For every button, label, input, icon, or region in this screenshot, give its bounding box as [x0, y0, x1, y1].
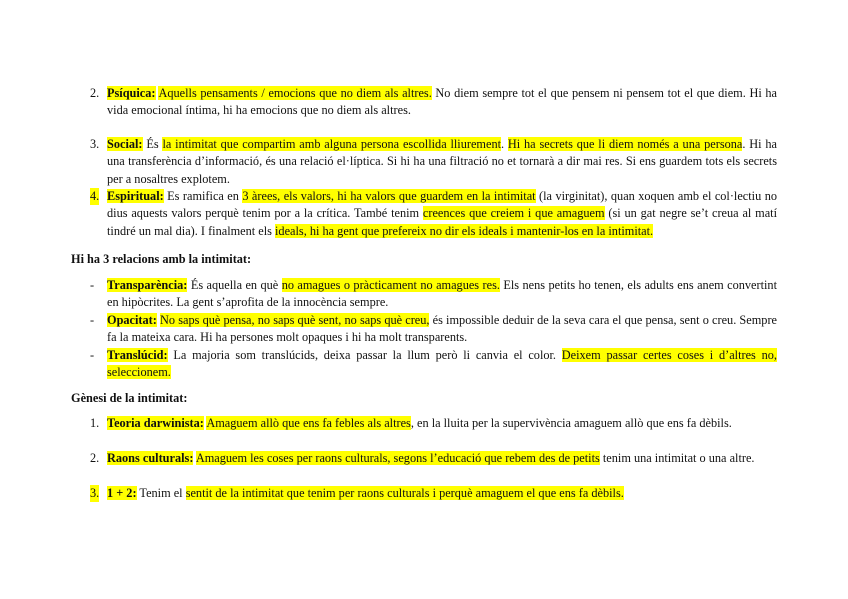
list-item [0, 347, 777, 382]
list-bullet: - [90, 348, 95, 362]
body-text: Tenim el [136, 486, 186, 500]
body-text: . [501, 137, 508, 151]
body-text: La majoria som translúcids, deixa passar la llum però li canvia el color. [167, 348, 562, 362]
highlighted-text: Hi ha secrets que li diem només a una persona [507, 137, 743, 151]
list-item [0, 188, 777, 258]
list-item [0, 312, 777, 347]
item-term: Social: [107, 137, 143, 151]
highlighted-text: no amagues o pràcticament no amagues res. [281, 278, 500, 292]
item-term: Espiritual: [107, 189, 164, 203]
list-number: 2. [90, 451, 100, 465]
body-text: és impossible deduir de la seva cara el que pensa, sent o creu. Sempre fa la mateixa cara. Hi ha persones molt opaques i hi ha molt transparents. [107, 313, 777, 345]
body-text: Els nens petits ho tenen, els adults ens anem convertint en hipòcrites. La gent s’aprofita de la innocència sempre. [107, 278, 777, 310]
list-number: 3. [90, 137, 100, 151]
list-aspects [0, 85, 848, 258]
body-text: tenim una intimitat o una altre. [599, 451, 755, 465]
body-text: Es ramifica en [163, 189, 243, 203]
body-text: (la virginitat), quan xoquen amb el col·lectiu no dius aquests valors perquè tenim por a la crítica. També tenim [107, 189, 777, 221]
list-bullet: - [90, 313, 95, 327]
item-term: Opacitat: [107, 313, 157, 327]
section-heading: Gènesi de la intimitat: [71, 391, 188, 405]
highlighted-text: Aquells pensaments / emocions que no diem als altres. [158, 86, 432, 100]
highlighted-text: Amaguem allò que ens fa febles als altres [206, 416, 411, 430]
body-text: No diem sempre tot el que pensem ni pensem tot el que diem. Hi ha vida emocional íntima, hi ha emocions que no diem als altres. [107, 86, 777, 118]
body-text: És aquella en què [187, 278, 282, 292]
item-term: Transparència: [107, 278, 188, 292]
body-text: És [142, 137, 163, 151]
list-number: 3. [90, 485, 99, 502]
item-term: Raons culturals: [107, 451, 194, 465]
list-item [0, 485, 777, 503]
section-heading: Hi ha 3 relacions amb la intimitat: [71, 252, 252, 266]
highlighted-text: la intimitat que compartim amb alguna persona escollida lliurement [162, 137, 502, 151]
item-term: Translúcid: [107, 348, 168, 362]
list-number: 1. [90, 416, 100, 430]
list-item [0, 277, 777, 312]
list-item [0, 450, 777, 485]
highlighted-text: sentit de la intimitat que tenim per raons culturals i perquè amaguem el que ens fa dèbils. [185, 486, 624, 500]
list-item [0, 85, 777, 136]
body-text: . Hi ha una transferència d’informació, és una relació el·líptica. Si hi ha una filtració no et tornarà a dir mai res. Si ens guardem tots els secrets per a nosaltres explotem. [107, 137, 777, 186]
item-term: Psíquica: [107, 86, 156, 100]
item-term: Teoria darwinista: [107, 416, 204, 430]
list-relations [0, 277, 848, 382]
highlighted-text: Deixem passar certes coses i d’altres no, seleccionem. [107, 348, 777, 380]
highlighted-text: ideals, hi ha gent que prefereix no dir els ideals i mantenir-los en la intimitat. [275, 223, 654, 238]
list-item [0, 415, 777, 450]
highlighted-text: No saps què pensa, no saps què sent, no saps què creu, [160, 313, 430, 327]
highlighted-text: 3 àrees, els valors, hi ha valors que guardem en la intimitat [242, 189, 536, 203]
list-genesis [0, 415, 848, 503]
list-bullet: - [90, 278, 95, 292]
item-term: 1 + 2: [107, 486, 137, 500]
list-item [0, 136, 777, 188]
list-number: 4. [90, 188, 99, 205]
body-text: , en la lluita per la supervivència amaguem allò que ens fa dèbils. [410, 416, 732, 430]
highlighted-text: Amaguem les coses per raons culturals, segons l’educació que rebem des de petits [195, 451, 600, 465]
highlighted-text: creences que creiem i que amaguem [422, 206, 605, 221]
list-number: 2. [90, 86, 100, 100]
body-text: (si un gat negre se’t creua al matí tindré un mal dia). I finalment els [107, 206, 777, 238]
